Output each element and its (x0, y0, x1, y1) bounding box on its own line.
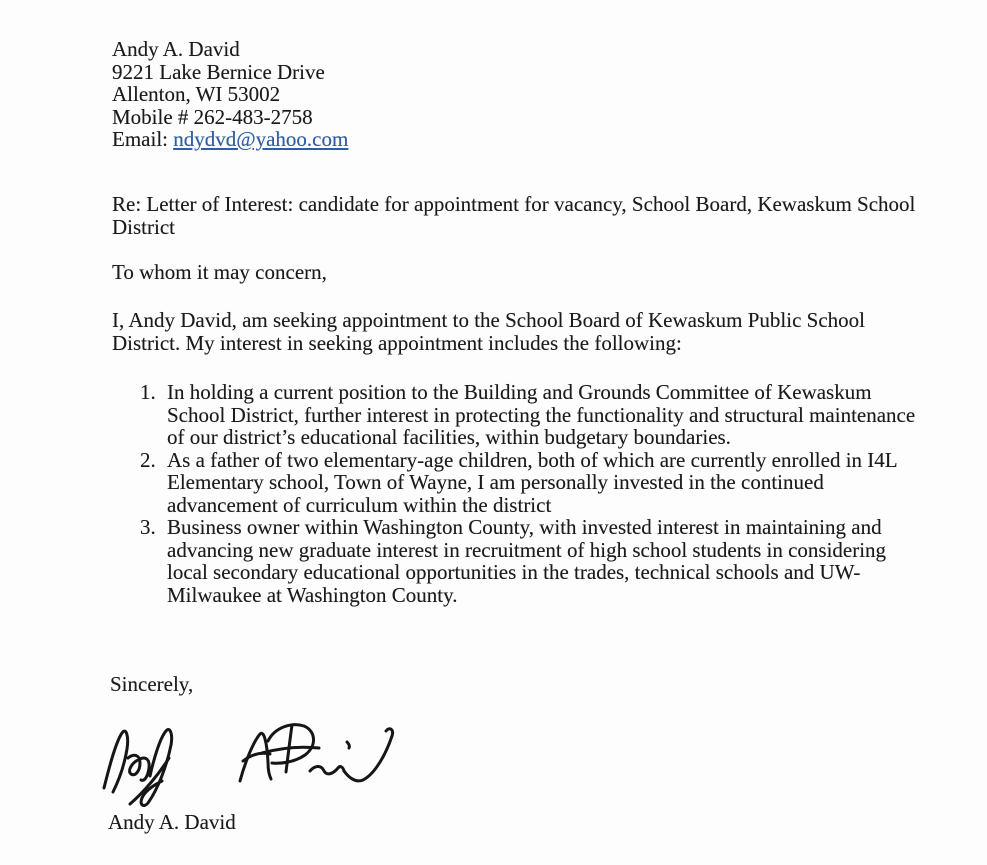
sender-name: Andy A. David (112, 37, 240, 61)
subject-line-1: Re: Letter of Interest: candidate for appointment for vacancy, School Board, Kewaskum School (112, 192, 916, 216)
list-item-2-line-3: advancement of curriculum within the district (167, 492, 552, 517)
list-item-3-line-3: local secondary educational opportunities in the trades, technical schools and UW- (167, 560, 861, 584)
intro-paragraph (112, 309, 865, 354)
interest-list (140, 381, 915, 606)
sender-city-state-zip: Allenton, WI 53002 (112, 82, 281, 106)
list-item-2-text (167, 449, 898, 517)
signature-ink (102, 718, 402, 810)
list-item-3-line-1: Business owner within Washington County, with invested interest in maintaining and (167, 515, 882, 539)
subject-line-2: District (112, 214, 175, 239)
sender-mobile: Mobile # 262-483-2758 (112, 104, 313, 129)
list-item-1-line-3: of our district’s educational facilities, within budgetary boundaries. (167, 425, 731, 449)
sender-street: 9221 Lake Bernice Drive (112, 59, 325, 84)
list-item-1 (140, 381, 915, 449)
intro-line-2: District. My interest in seeking appointment includes the following: (112, 330, 682, 355)
sender-email-line (112, 128, 348, 151)
sender-block (112, 38, 348, 151)
email-link[interactable]: ndydvd@yahoo.com (173, 127, 349, 151)
list-item-3 (140, 516, 915, 606)
email-label: Email: (112, 127, 174, 151)
list-item-1-line-1: In holding a current position to the Building and Grounds Committee of Kewaskum (167, 380, 872, 404)
subject-block (112, 193, 915, 238)
list-item-1-line-2: School District, further interest in protecting the functionality and structural maintenance (167, 402, 916, 427)
list-item-2-line-1: As a father of two elementary-age children, both of which are currently enrolled in I4L (167, 447, 898, 472)
list-item-1-number: 1. (140, 380, 156, 404)
list-item-3-number: 3. (140, 515, 156, 539)
list-item-3-line-2: advancing new graduate interest in recruitment of high school students in considering (167, 537, 887, 562)
closing: Sincerely, (110, 672, 194, 696)
handwritten-signature (102, 718, 402, 810)
salutation: To whom it may concern, (112, 260, 327, 284)
list-item-3-line-4: Milwaukee at Washington County. (167, 582, 458, 607)
list-item-2-number: 2. (140, 447, 156, 472)
list-item-3-text (167, 516, 886, 606)
list-item-2 (140, 449, 915, 517)
list-item-2-line-2: Elementary school, Town of Wayne, I am personally invested in the continued (167, 470, 824, 494)
typed-name: Andy A. David (108, 810, 236, 834)
list-item-1-text (167, 381, 915, 449)
intro-line-1: I, Andy David, am seeking appointment to the School Board of Kewaskum Public School (112, 308, 865, 332)
